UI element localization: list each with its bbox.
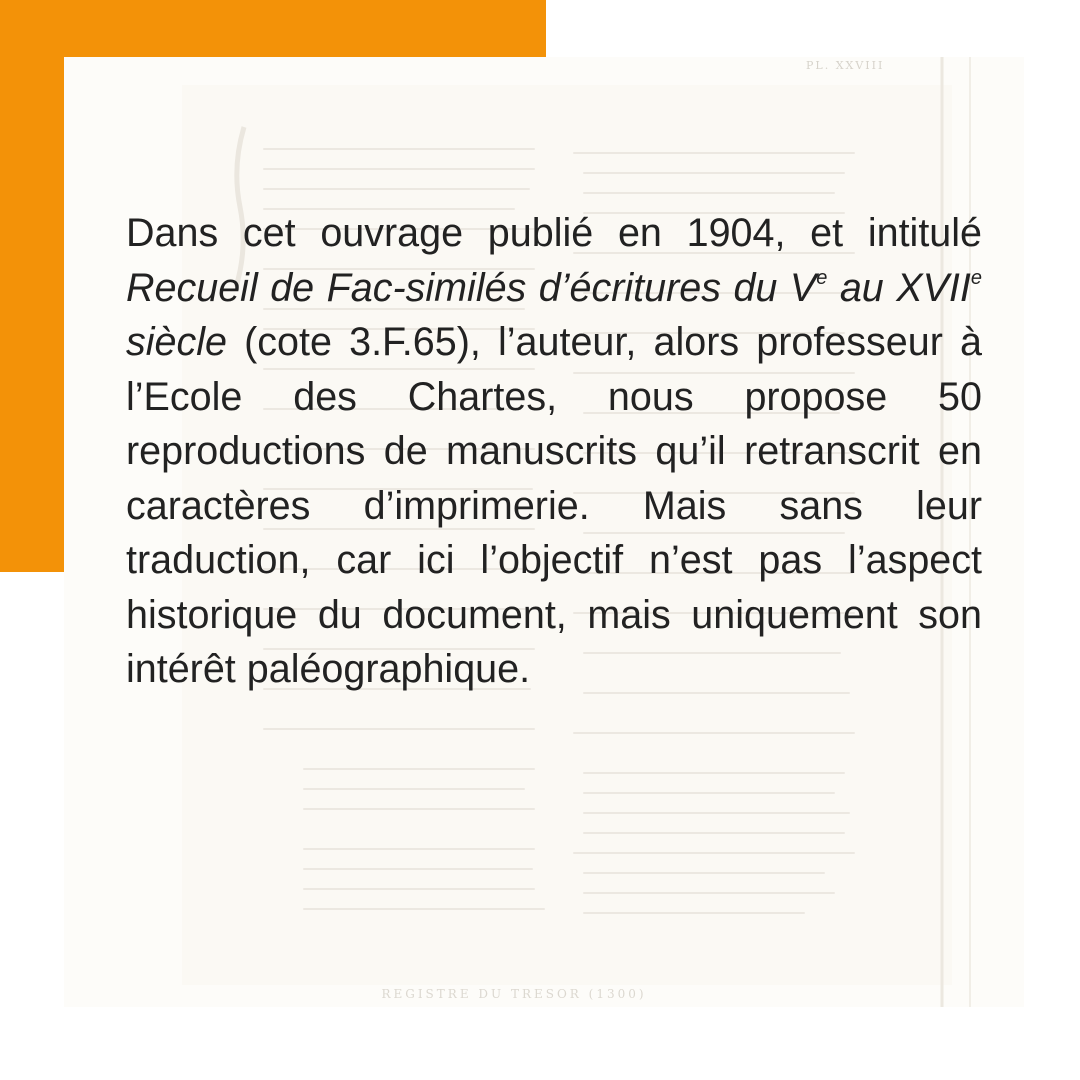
body-paragraph <box>126 206 982 697</box>
paragraph-intro: Dans cet ouvrage publié en 1904, et intitulé <box>126 211 982 255</box>
paragraph-body: (cote 3.F.65), l’auteur, alors professeur à l’Ecole des Chartes, nous propose 50 reproductions de manuscrits qu’il retranscrit en caractères d’imprimerie. Mais sans leur traduction, car ici l’objectif n’est pas l’aspect historique du document, mais uniquement son intérêt paléographique. <box>126 320 982 691</box>
plate-caption: REGISTRE DU TRESOR (1300) <box>381 987 647 1001</box>
book-title-mid: au XVII <box>827 265 971 310</box>
superscript-e-2: e <box>970 267 982 290</box>
superscript-e-1: e <box>816 267 828 290</box>
plate-number: PL. XXVIII <box>806 59 885 72</box>
book-title-main: Recueil de Fac-similés d’écritures du V <box>126 265 817 310</box>
book-title-end: siècle <box>126 320 227 364</box>
